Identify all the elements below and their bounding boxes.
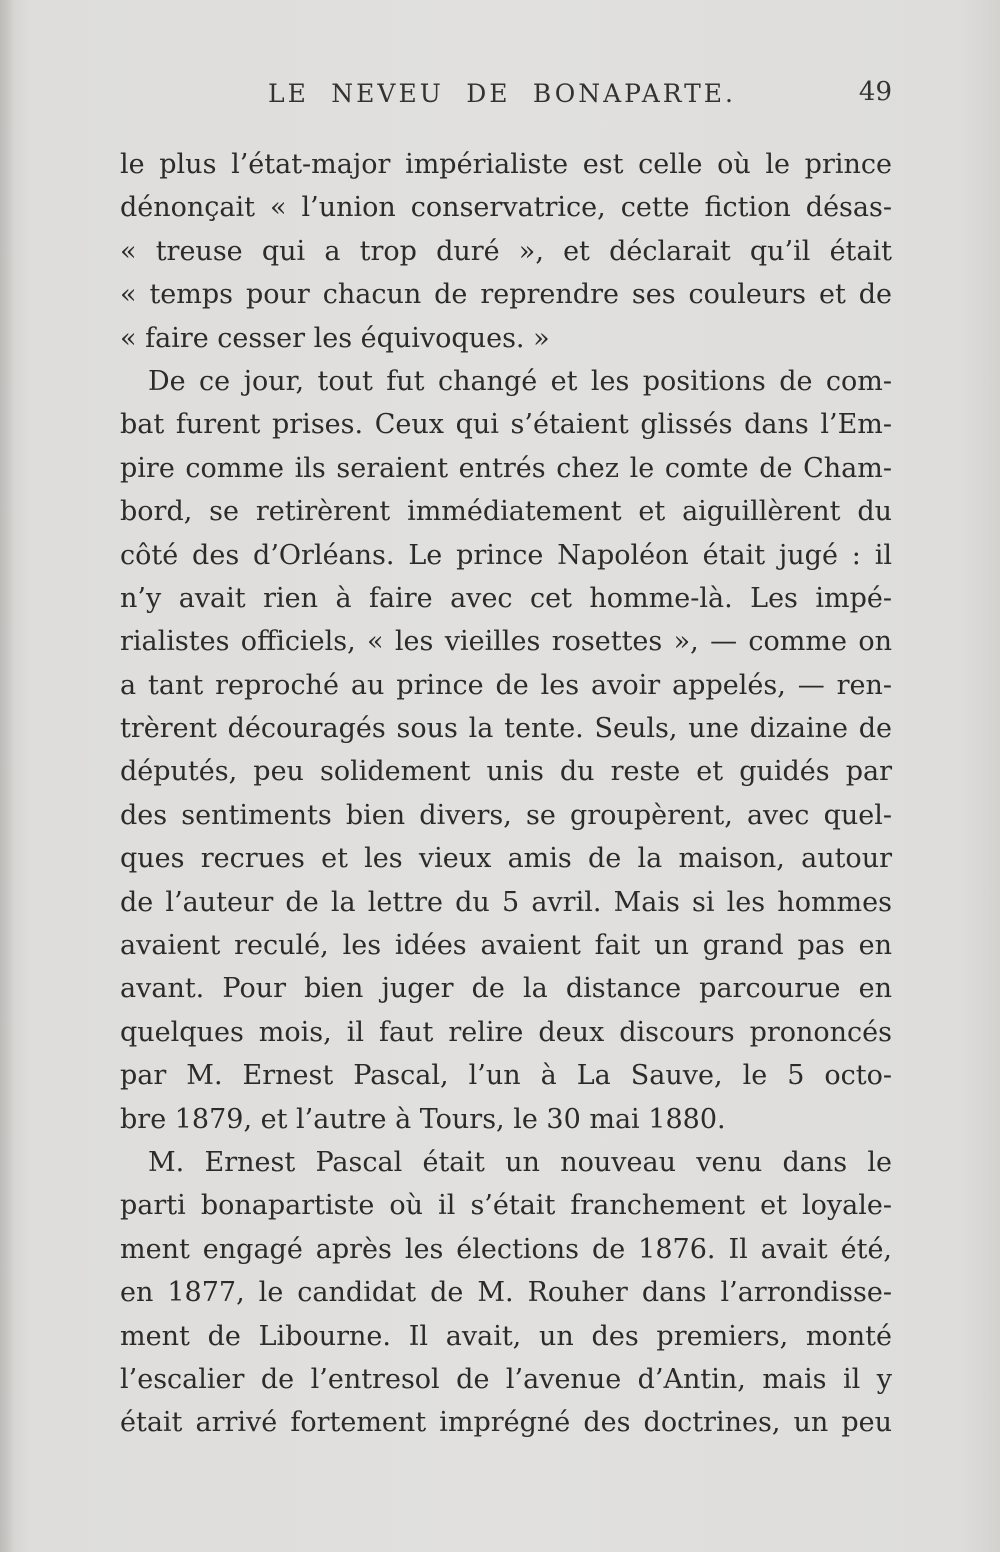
text-line: ment de Libourne. Il avait, un des premiers, monté bbox=[120, 1320, 892, 1352]
text-line: « treuse qui a trop duré », et déclarait qu’il était bbox=[120, 235, 892, 267]
text-line: de l’auteur de la lettre du 5 avril. Mais si les hommes bbox=[120, 886, 892, 918]
text-line: « faire cesser les équivoques. » bbox=[120, 322, 550, 354]
text-line: ment engagé après les élections de 1876. Il avait été, bbox=[120, 1233, 892, 1265]
text-line: trèrent découragés sous la tente. Seuls, une dizaine de bbox=[120, 713, 892, 745]
running-title: LE NEVEU DE BONAPARTE. bbox=[268, 79, 736, 108]
text-line: n’y avait rien à faire avec cet homme-là. Les impé- bbox=[120, 582, 892, 614]
text-line: était arrivé fortement imprégné des doctrines, un peu bbox=[120, 1407, 892, 1439]
text-line: ques recrues et les vieux amis de la maison, autour bbox=[120, 843, 892, 875]
text-line: par M. Ernest Pascal, l’un à La Sauve, le 5 octo- bbox=[120, 1060, 892, 1092]
text-line: quelques mois, il faut relire deux discours prononcés bbox=[120, 1016, 892, 1048]
text-line: bat furent prises. Ceux qui s’étaient glissés dans l’Em- bbox=[120, 409, 892, 441]
text-line: côté des d’Orléans. Le prince Napoléon était jugé : il bbox=[120, 539, 892, 571]
text-line: députés, peu solidement unis du reste et guidés par bbox=[120, 756, 892, 788]
text-line: bre 1879, et l’autre à Tours, le 30 mai 1880. bbox=[120, 1103, 726, 1135]
text-line: avant. Pour bien juger de la distance parcourue en bbox=[120, 973, 892, 1005]
text-line: avaient reculé, les idées avaient fait un grand pas en bbox=[120, 930, 892, 962]
text-line: l’escalier de l’entresol de l’avenue d’Antin, mais il y bbox=[120, 1363, 892, 1395]
text-line: a tant reproché au prince de les avoir appelés, — ren- bbox=[120, 669, 892, 701]
text-line: « temps pour chacun de reprendre ses couleurs et de bbox=[120, 279, 892, 311]
text-line: bord, se retirèrent immédiatement et aiguillèrent du bbox=[120, 496, 892, 528]
text-line: en 1877, le candidat de M. Rouher dans l’arrondisse- bbox=[120, 1277, 892, 1309]
paragraph-start-line: M. Ernest Pascal était un nouveau venu dans le bbox=[148, 1146, 892, 1178]
text-line: des sentiments bien divers, se groupèrent, avec quel- bbox=[120, 799, 892, 831]
text-line: rialistes officiels, « les vieilles rosettes », — comme on bbox=[120, 626, 892, 658]
text-line: dénonçait « l’union conservatrice, cette fiction désas- bbox=[120, 192, 892, 224]
text-line: le plus l’état-major impérialiste est celle où le prince bbox=[120, 149, 892, 180]
paragraph-start-line: De ce jour, tout fut changé et les positions de com- bbox=[148, 365, 892, 397]
binding-gutter-shadow bbox=[0, 0, 14, 1552]
body-text bbox=[120, 143, 892, 1445]
text-line: parti bonapartiste où il s’était franchement et loyale- bbox=[120, 1190, 892, 1222]
page-number: 49 bbox=[858, 77, 892, 107]
text-line: pire comme ils seraient entrés chez le comte de Cham- bbox=[120, 452, 892, 484]
